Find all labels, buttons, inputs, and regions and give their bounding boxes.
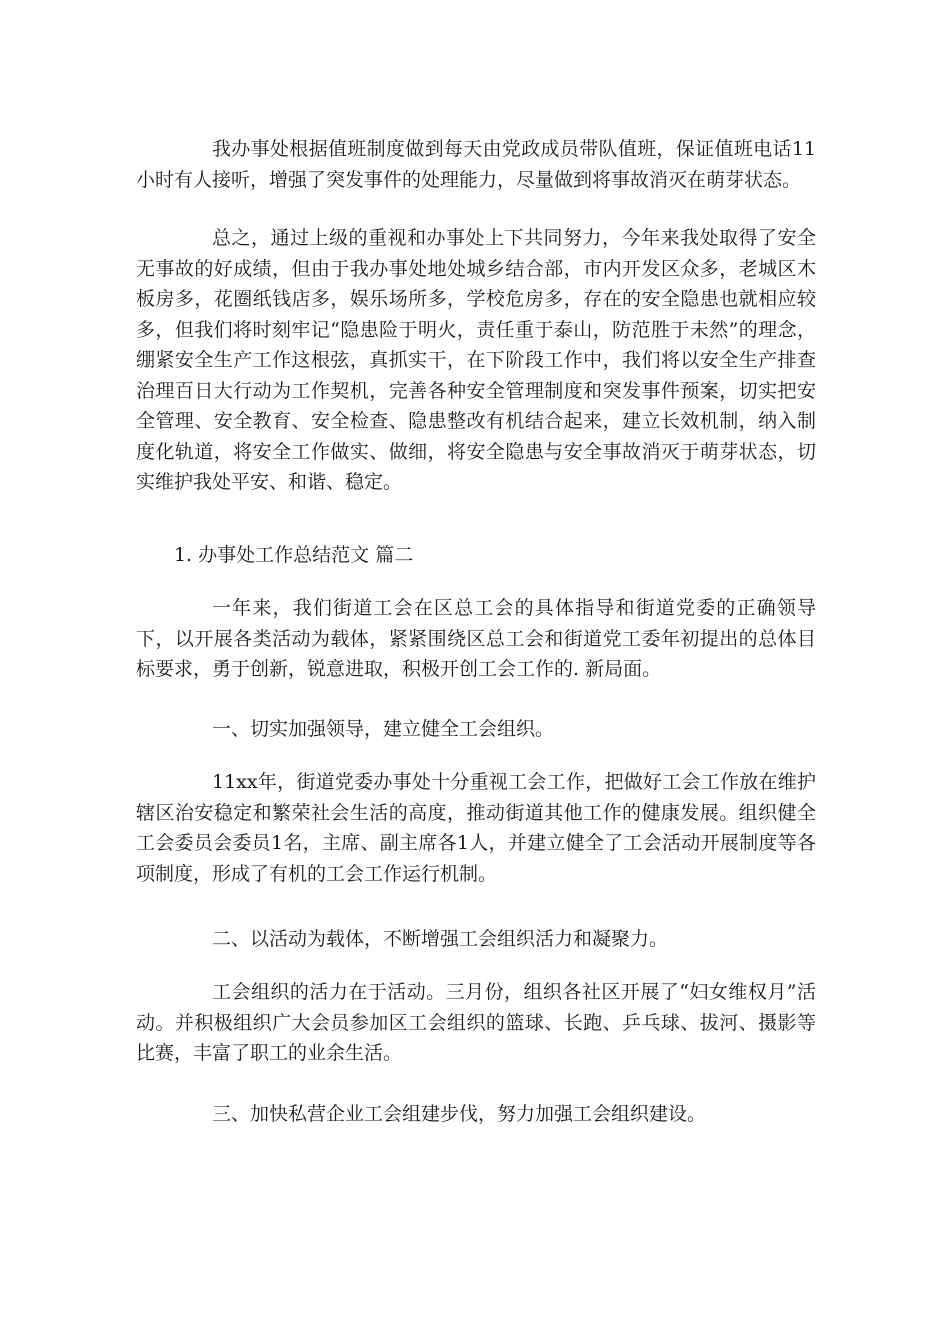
section-title: 1. 办事处工作总结范文 篇二 <box>174 544 414 566</box>
paragraph-union-intro: 一年来，我们街道工会在区总工会的具体指导和街道党委的正确领导下，以开展各类活动为载体，紧紧围绕区总工会和街道党工委年初提出的总体目标要求，勇于创新，锐意进取，积极开创工会工作的. 新局面。 <box>136 597 816 680</box>
heading-private-enterprise: 三、加快私营企业工会组建步伐，努力加强工会组织建设。 <box>212 1103 707 1125</box>
paragraph-duty-schedule: 我办事处根据值班制度做到每天由党政成员带队值班，保证值班电话11小时有人接听，增强了突发事件的处理能力，尽量做到将事故消灭在萌芽状态。 <box>136 138 816 191</box>
heading-leadership: 一、切实加强领导，建立健全工会组织。 <box>212 718 555 740</box>
paragraph-activities: 工会组织的活力在于活动。三月份，组织各社区开展了“妇女维权月”活动。并积极组织广大会员参加区工会组织的篮球、长跑、乒乓球、拔河、摄影等比赛，丰富了职工的业余生活。 <box>136 981 816 1064</box>
paragraph-summary: 总之，通过上级的重视和办事处上下共同努力，今年来我处取得了安全无事故的好成绩，但由于我办事处地处城乡结合部，市内开发区众多，老城区木板房多，花圈纸钱店多，娱乐场所多，学校危房多，存在的安全隐患也就相应较多，但我们将时刻牢记“隐患险于明火，责任重于泰山，防范胜于未然”的理念，绷紧安全生产工作这根弦，真抓实干，在下阶段工作中，我们将以安全生产排查治理百日大行动为工作契机，完善各种安全管理制度和突发事件预案，切实把安全管理、安全教育、安全检查、隐患整改有机结合起来，建立长效机制，纳入制度化轨道，将安全工作做实、做细，将安全隐患与安全事故消灭于萌芽状态，切实维护我处平安、和谐、稳定。 <box>136 227 816 493</box>
heading-activities: 二、以活动为载体，不断增强工会组织活力和凝聚力。 <box>212 928 669 950</box>
paragraph-union-organization: 11xx年，街道党委办事处十分重视工会工作，把做好工会工作放在维护辖区治安稳定和繁荣社会生活的高度，推动街道其他工作的健康发展。组织健全工会委员会委员1名，主席、副主席各1人，并建立健全了工会活动开展制度等各项制度，形成了有机的工会工作运行机制。 <box>136 771 816 885</box>
